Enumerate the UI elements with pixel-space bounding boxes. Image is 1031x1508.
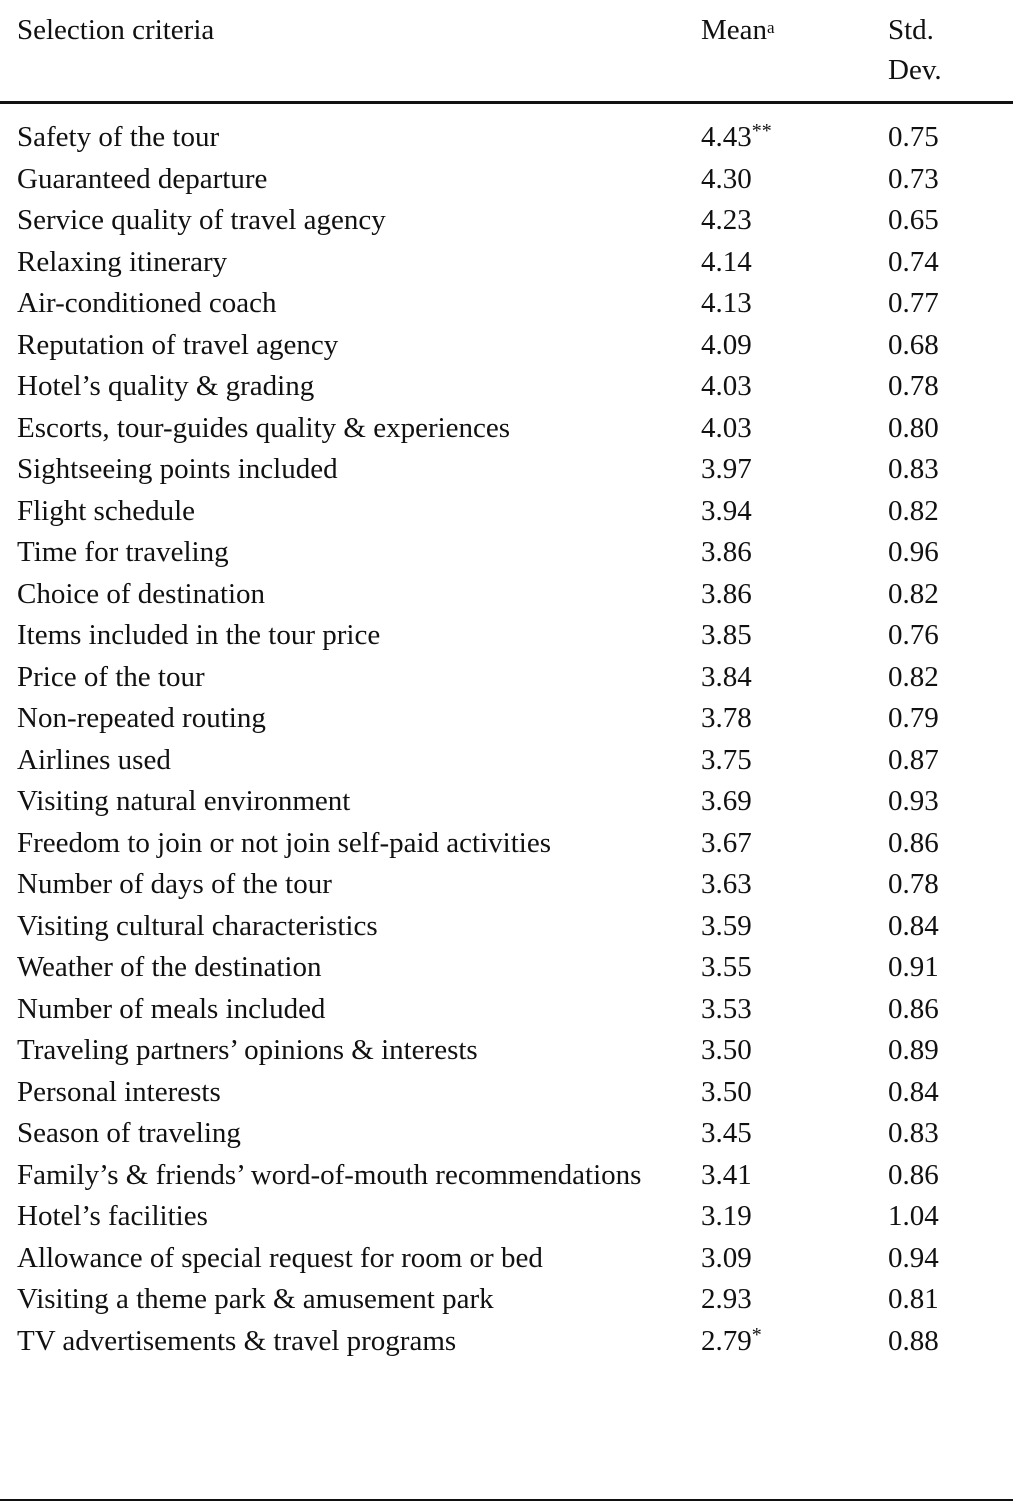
criteria-label: Price of the tour [17,660,205,693]
mean-value [701,906,752,948]
criteria-label: Hotel’s quality & grading [17,370,315,402]
criteria-label: Freedom to join or not join self-paid activities [17,826,551,859]
table-row [0,1030,1031,1072]
table-row [0,117,1031,159]
table-row [0,1113,1031,1155]
criteria-label: Sightseeing points included [17,453,338,485]
criteria-label: Relaxing itinerary [17,245,228,278]
std-dev-value: 0.78 [888,868,939,900]
header-selection-criteria: Selection criteria [17,14,215,46]
std-dev-value: 0.73 [888,162,939,195]
std-dev-value: 0.82 [888,494,939,527]
mean-value [701,117,772,159]
criteria-label: Escorts, tour-guides quality & experiences [17,411,511,444]
table-row [0,366,1031,408]
table-row [0,698,1031,740]
std-dev-value: 0.80 [888,411,939,444]
mean-value [701,781,752,823]
mean-number: 2.79 [701,1324,752,1357]
table-row [0,615,1031,657]
criteria-label: Visiting a theme park & amusement park [17,1283,494,1315]
table-row [0,947,1031,989]
table-row [0,989,1031,1031]
header-mean-label: Mean [701,14,768,46]
mean-value [701,491,752,533]
table-row [0,200,1031,242]
std-dev-value: 0.86 [888,826,939,859]
std-dev-value: 0.96 [888,536,939,568]
mean-number: 3.63 [701,868,752,900]
criteria-label: Air-conditioned coach [17,287,277,319]
mean-value [701,657,752,699]
table-row [0,408,1031,450]
header-std-line2: Dev. [888,54,942,86]
criteria-label: Safety of the tour [17,121,220,153]
mean-number: 3.50 [701,1075,752,1108]
mean-value [701,947,752,989]
mean-value [701,159,752,201]
std-dev-value: 0.86 [888,992,939,1025]
mean-number: 3.78 [701,702,752,734]
criteria-label: Visiting cultural characteristics [17,909,378,942]
mean-value [701,574,752,616]
table-row [0,283,1031,325]
mean-number: 3.94 [701,494,752,527]
table-row [0,1321,1031,1363]
mean-value [701,366,752,408]
criteria-label: Personal interests [17,1075,221,1108]
table-row [0,242,1031,284]
criteria-label: Flight schedule [17,494,196,527]
mean-value [701,615,752,657]
header-mean-footnote: a [767,18,775,37]
mean-number: 3.86 [701,577,752,610]
std-dev-value: 0.83 [888,1117,939,1149]
mean-number: 3.59 [701,909,752,942]
criteria-label: Service quality of travel agency [17,204,386,236]
mean-value [701,1030,752,1072]
std-dev-value: 0.91 [888,951,939,983]
std-dev-value: 0.93 [888,785,939,817]
table-row [0,1279,1031,1321]
mean-number: 4.09 [701,328,752,361]
std-dev-value: 0.86 [888,1158,939,1191]
header-std-line1: Std. [888,14,934,46]
mean-value [701,200,752,242]
mean-number: 3.41 [701,1158,752,1191]
std-dev-value: 0.78 [888,370,939,402]
significance-mark: * [751,1323,762,1346]
std-dev-value: 0.82 [888,577,939,610]
criteria-label: Time for traveling [17,536,229,568]
table-row [0,532,1031,574]
mean-number: 3.09 [701,1241,752,1274]
std-dev-value: 0.84 [888,1075,939,1108]
table-row [0,325,1031,367]
std-dev-value: 0.79 [888,702,939,734]
mean-number: 3.50 [701,1034,752,1066]
criteria-label: Airlines used [17,743,171,776]
std-dev-value: 0.94 [888,1241,939,1274]
mean-value [701,1113,752,1155]
mean-number: 3.97 [701,453,752,485]
mean-number: 3.69 [701,785,752,817]
mean-number: 3.75 [701,743,752,776]
mean-number: 3.86 [701,536,752,568]
std-dev-value: 0.68 [888,328,939,361]
std-dev-value: 0.83 [888,453,939,485]
mean-value [701,242,752,284]
header-mean [701,10,775,50]
criteria-label: Visiting natural environment [17,785,351,817]
table-row [0,1072,1031,1114]
criteria-label: Non-repeated routing [17,702,266,734]
mean-value [701,1321,762,1363]
criteria-label: Number of meals included [17,992,326,1025]
mean-number: 2.93 [701,1283,752,1315]
mean-number: 3.55 [701,951,752,983]
std-dev-value: 0.84 [888,909,939,942]
std-dev-value: 0.87 [888,743,939,776]
table-header [0,10,1031,100]
header-std-dev [888,10,942,90]
mean-number: 4.03 [701,370,752,402]
table-row [0,781,1031,823]
table-row [0,1155,1031,1197]
criteria-label: Guaranteed departure [17,162,268,195]
criteria-label: Reputation of travel agency [17,328,339,361]
mean-number: 3.67 [701,826,752,859]
criteria-label: TV advertisements & travel programs [17,1324,457,1357]
table-row [0,864,1031,906]
significance-mark: ** [751,120,772,142]
std-dev-value: 0.76 [888,619,939,651]
mean-value [701,1072,752,1114]
table-row [0,159,1031,201]
mean-value [701,1155,752,1197]
criteria-label: Traveling partners’ opinions & interests [17,1034,478,1066]
mean-value [701,532,752,574]
std-dev-value: 0.88 [888,1324,939,1357]
mean-value [701,283,752,325]
header-rule [0,101,1013,104]
mean-number: 4.14 [701,245,752,278]
mean-number: 4.30 [701,162,752,195]
criteria-label: Number of days of the tour [17,868,332,900]
mean-value [701,698,752,740]
bottom-rule [0,1499,1013,1501]
mean-value [701,325,752,367]
table-body [0,117,1031,1362]
mean-number: 4.03 [701,411,752,444]
std-dev-value: 0.74 [888,245,939,278]
table-row [0,823,1031,865]
std-dev-value: 0.89 [888,1034,939,1066]
mean-value [701,1238,752,1280]
table-row [0,1238,1031,1280]
std-dev-value: 1.04 [888,1200,939,1232]
table-row [0,1196,1031,1238]
table-row [0,449,1031,491]
mean-number: 4.13 [701,287,752,319]
criteria-label: Choice of destination [17,577,266,610]
mean-value [701,823,752,865]
mean-number: 3.85 [701,619,752,651]
mean-value [701,1279,752,1321]
mean-value [701,740,752,782]
criteria-label: Weather of the destination [17,951,322,983]
mean-number: 3.53 [701,992,752,1025]
mean-number: 3.45 [701,1117,752,1149]
mean-number: 4.43 [701,121,752,153]
std-dev-value: 0.75 [888,121,939,153]
std-dev-value: 0.77 [888,287,939,319]
table-row [0,574,1031,616]
table-row [0,491,1031,533]
criteria-label: Family’s & friends’ word-of-mouth recommendations [17,1158,642,1191]
mean-value [701,989,752,1031]
mean-value [701,864,752,906]
mean-number: 4.23 [701,204,752,236]
criteria-label: Season of traveling [17,1117,241,1149]
mean-value [701,408,752,450]
criteria-label: Hotel’s facilities [17,1200,208,1232]
mean-number: 3.19 [701,1200,752,1232]
table-row [0,906,1031,948]
mean-value [701,449,752,491]
std-dev-value: 0.82 [888,660,939,693]
std-dev-value: 0.65 [888,204,939,236]
table-row [0,740,1031,782]
criteria-label: Items included in the tour price [17,619,381,651]
mean-value [701,1196,752,1238]
std-dev-value: 0.81 [888,1283,939,1315]
table-row [0,657,1031,699]
criteria-label: Allowance of special request for room or bed [17,1241,543,1274]
mean-number: 3.84 [701,660,752,693]
